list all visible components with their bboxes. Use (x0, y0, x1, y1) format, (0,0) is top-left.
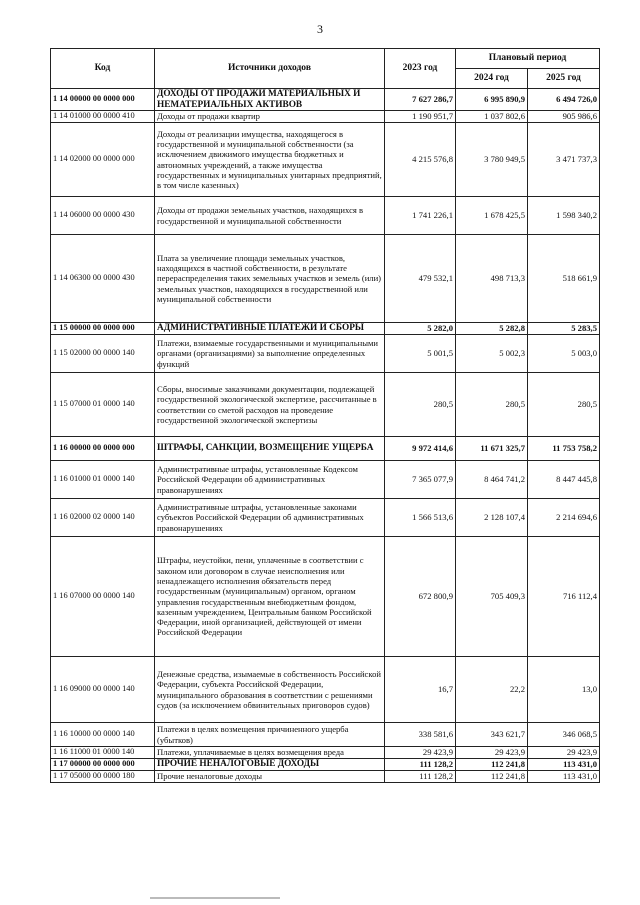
row-source-name: Доходы от продажи квартир (155, 111, 385, 123)
table-row (51, 197, 600, 235)
header-year-2025: 2025 год (528, 69, 600, 89)
row-source-name: АДМИНИСТРАТИВНЫЕ ПЛАТЕЖИ И СБОРЫ (155, 323, 385, 335)
row-value-2023: 672 800,9 (385, 537, 456, 657)
row-value-2024: 280,5 (456, 373, 528, 437)
table-row (51, 235, 600, 323)
table-row (51, 747, 600, 759)
row-source-name: Платежи, уплачиваемые в целях возмещения вреда (155, 747, 385, 759)
row-value-2024: 3 780 949,5 (456, 123, 528, 197)
row-code: 1 17 05000 00 0000 180 (51, 771, 155, 783)
row-source-name: Административные штрафы, установленные законами субъектов Российской Федерации об административных правонарушениях (155, 499, 385, 537)
row-value-2023: 5 282,0 (385, 323, 456, 335)
row-value-2025: 905 986,6 (528, 111, 600, 123)
row-value-2024: 498 713,3 (456, 235, 528, 323)
row-value-2023: 1 741 226,1 (385, 197, 456, 235)
row-value-2024: 22,2 (456, 657, 528, 723)
row-code: 1 14 06300 00 0000 430 (51, 235, 155, 323)
row-value-2025: 29 423,9 (528, 747, 600, 759)
row-code: 1 14 01000 00 0000 410 (51, 111, 155, 123)
row-value-2024: 5 282,8 (456, 323, 528, 335)
table-body (51, 89, 600, 783)
row-value-2024: 1 678 425,5 (456, 197, 528, 235)
row-value-2024: 6 995 890,9 (456, 89, 528, 111)
row-value-2023: 4 215 576,8 (385, 123, 456, 197)
table-row (51, 89, 600, 111)
row-value-2025: 3 471 737,3 (528, 123, 600, 197)
table-row (51, 657, 600, 723)
row-value-2023: 280,5 (385, 373, 456, 437)
row-value-2024: 11 671 325,7 (456, 437, 528, 461)
table-row (51, 537, 600, 657)
row-value-2023: 1 566 513,6 (385, 499, 456, 537)
table-row (51, 373, 600, 437)
row-value-2025: 5 003,0 (528, 335, 600, 373)
table-row (51, 723, 600, 747)
table-row (51, 759, 600, 771)
row-value-2025: 2 214 694,6 (528, 499, 600, 537)
row-value-2024: 5 002,3 (456, 335, 528, 373)
table-row (51, 111, 600, 123)
row-value-2023: 111 128,2 (385, 771, 456, 783)
row-code: 1 16 11000 01 0000 140 (51, 747, 155, 759)
header-planning-period: Плановый период (456, 49, 600, 69)
row-value-2025: 5 283,5 (528, 323, 600, 335)
row-value-2024: 112 241,8 (456, 759, 528, 771)
row-value-2023: 9 972 414,6 (385, 437, 456, 461)
row-value-2025: 346 068,5 (528, 723, 600, 747)
row-value-2023: 1 190 951,7 (385, 111, 456, 123)
row-code: 1 16 09000 00 0000 140 (51, 657, 155, 723)
row-value-2024: 1 037 802,6 (456, 111, 528, 123)
row-value-2024: 112 241,8 (456, 771, 528, 783)
header-year-2024: 2024 год (456, 69, 528, 89)
row-value-2025: 280,5 (528, 373, 600, 437)
row-value-2024: 343 621,7 (456, 723, 528, 747)
scan-artifact-line (150, 897, 280, 899)
row-code: 1 15 02000 00 0000 140 (51, 335, 155, 373)
row-code: 1 16 10000 00 0000 140 (51, 723, 155, 747)
row-code: 1 17 00000 00 0000 000 (51, 759, 155, 771)
row-value-2023: 5 001,5 (385, 335, 456, 373)
row-value-2025: 113 431,0 (528, 759, 600, 771)
row-source-name: ДОХОДЫ ОТ ПРОДАЖИ МАТЕРИАЛЬНЫХ И НЕМАТЕРИАЛЬНЫХ АКТИВОВ (155, 89, 385, 111)
row-value-2025: 13,0 (528, 657, 600, 723)
row-code: 1 16 00000 00 0000 000 (51, 437, 155, 461)
header-source: Источники доходов (155, 49, 385, 89)
row-value-2025: 518 661,9 (528, 235, 600, 323)
row-value-2023: 7 365 077,9 (385, 461, 456, 499)
revenue-sources-table (50, 48, 600, 783)
row-value-2023: 7 627 286,7 (385, 89, 456, 111)
table-row (51, 323, 600, 335)
row-source-name: ШТРАФЫ, САНКЦИИ, ВОЗМЕЩЕНИЕ УЩЕРБА (155, 437, 385, 461)
row-code: 1 16 01000 01 0000 140 (51, 461, 155, 499)
row-value-2023: 16,7 (385, 657, 456, 723)
row-value-2024: 8 464 741,2 (456, 461, 528, 499)
row-value-2024: 705 409,3 (456, 537, 528, 657)
row-source-name: Платежи в целях возмещения причиненного ущерба (убытков) (155, 723, 385, 747)
row-value-2025: 6 494 726,0 (528, 89, 600, 111)
row-value-2024: 29 423,9 (456, 747, 528, 759)
row-value-2025: 113 431,0 (528, 771, 600, 783)
row-source-name: Платежи, взимаемые государственными и муниципальными органами (организациями) за выполнение определенных функций (155, 335, 385, 373)
row-value-2023: 479 532,1 (385, 235, 456, 323)
row-value-2025: 8 447 445,8 (528, 461, 600, 499)
row-value-2023: 29 423,9 (385, 747, 456, 759)
row-value-2024: 2 128 107,4 (456, 499, 528, 537)
row-source-name: Административные штрафы, установленные Кодексом Российской Федерации об административных правонарушениях (155, 461, 385, 499)
table-row (51, 335, 600, 373)
table-row (51, 461, 600, 499)
row-code: 1 14 06000 00 0000 430 (51, 197, 155, 235)
row-source-name: Доходы от продажи земельных участков, находящихся в государственной и муниципальной собственности (155, 197, 385, 235)
table-row (51, 499, 600, 537)
table-row (51, 437, 600, 461)
row-source-name: Сборы, вносимые заказчиками документации, подлежащей государственной экологической экспертизе, рассчитанные в соответствии со сметой расходов на проведение государственной экологической экспертизы (155, 373, 385, 437)
row-code: 1 14 02000 00 0000 000 (51, 123, 155, 197)
row-source-name: Прочие неналоговые доходы (155, 771, 385, 783)
row-source-name: Доходы от реализации имущества, находящегося в государственной и муниципальной собственности (за исключением движимого имущества бюджетных и автономных учреждений, а также имущества государственных и муниципальных унитарных предприятий, в том числе казенных) (155, 123, 385, 197)
row-source-name: ПРОЧИЕ НЕНАЛОГОВЫЕ ДОХОДЫ (155, 759, 385, 771)
row-source-name: Денежные средства, изымаемые в собственность Российской Федерации, субъекта Российской Федерации, муниципального образования в соответствии с решениями судов (за исключением обвинительных приговоров судов) (155, 657, 385, 723)
row-code: 1 15 07000 01 0000 140 (51, 373, 155, 437)
header-code: Код (51, 49, 155, 89)
table-row (51, 123, 600, 197)
row-source-name: Штрафы, неустойки, пени, уплаченные в соответствии с законом или договором в случае неисполнения или ненадлежащего исполнения обязательств перед государственным (муниципальным) органом, органом управления государственным внебюджетным фондом, казенным учреждением, Центральным банком Российской Федерации, иной организацией, действующей от имени Российской Федерации (155, 537, 385, 657)
row-code: 1 16 02000 02 0000 140 (51, 499, 155, 537)
row-value-2023: 111 128,2 (385, 759, 456, 771)
row-value-2023: 338 581,6 (385, 723, 456, 747)
header-year-2023: 2023 год (385, 49, 456, 89)
row-value-2025: 1 598 340,2 (528, 197, 600, 235)
row-code: 1 15 00000 00 0000 000 (51, 323, 155, 335)
row-code: 1 14 00000 00 0000 000 (51, 89, 155, 111)
row-code: 1 16 07000 00 0000 140 (51, 537, 155, 657)
table-row (51, 771, 600, 783)
page-number: 3 (317, 22, 323, 36)
row-source-name: Плата за увеличение площади земельных участков, находящихся в частной собственности, в результате перераспределения таких земельных участков и земель (или) земельных участков, находящихся в государственной или муниципальной собственности (155, 235, 385, 323)
row-value-2025: 11 753 758,2 (528, 437, 600, 461)
row-value-2025: 716 112,4 (528, 537, 600, 657)
